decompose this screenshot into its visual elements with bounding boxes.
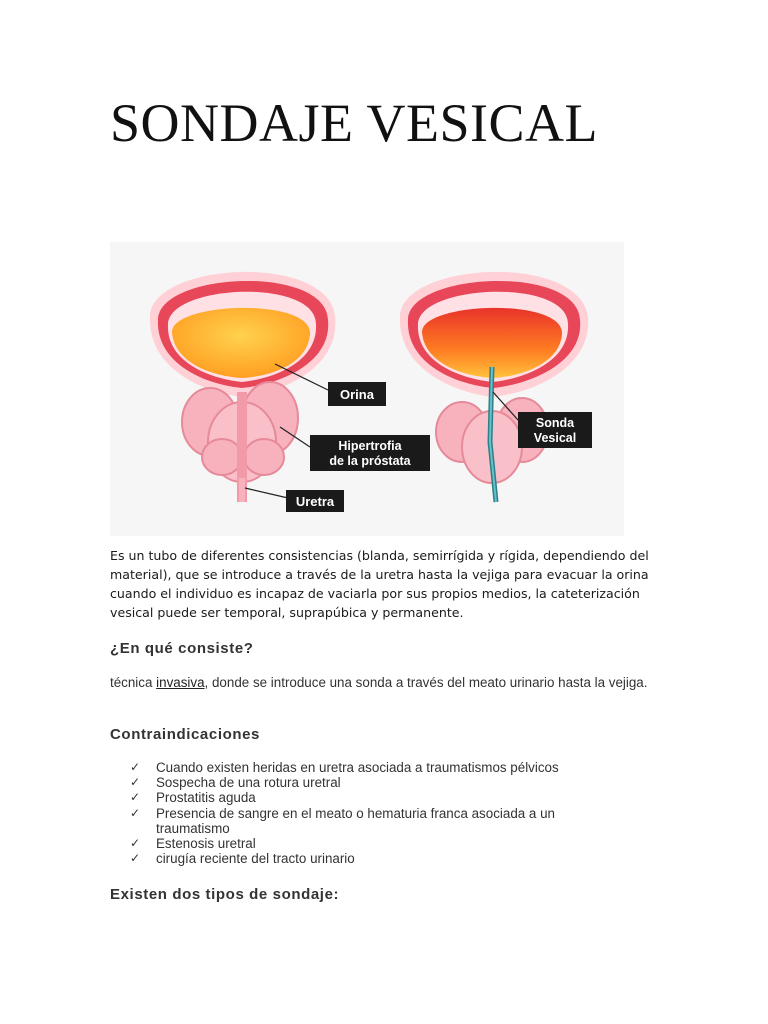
heading-tipos-sondaje: Existen dos tipos de sondaje:	[110, 886, 340, 903]
heading-en-que-consiste: ¿En qué consiste?	[110, 640, 254, 657]
list-item-text: Cuando existen heridas en uretra asociada a traumatismos pélvicos	[156, 760, 559, 775]
check-icon: ✓	[130, 805, 141, 820]
list-item	[130, 790, 610, 805]
label-hipertrofia-1: Hipertrofia	[338, 439, 402, 453]
intro-paragraph: Es un tubo de diferentes consistencias (blanda, semirrígida y rígida, dependiendo del material), que se introduce a través de la uretra hasta la vejiga para evacuar la orina cuando el individuo es incapaz de vaciarla por sus propios medios, la cateterización vesical puede ser temporal, suprapúbica y permanente.	[110, 548, 649, 620]
consiste-text-before: técnica	[110, 675, 157, 690]
list-item-text: cirugía reciente del tracto urinario	[156, 851, 355, 867]
list-item-text: Prostatitis aguda	[156, 790, 256, 806]
contraindications-list	[130, 760, 610, 866]
left-bladder	[150, 272, 335, 502]
label-sonda-1: Sonda	[535, 416, 575, 430]
list-item	[130, 836, 610, 851]
list-item-text: Presencia de sangre en el meato o hematuria franca asociada a un traumatismo	[156, 805, 555, 836]
label-sonda-2: Vesical	[533, 431, 577, 445]
list-item	[130, 806, 610, 836]
bladder-illustration	[110, 242, 624, 536]
label-uretra: Uretra	[295, 494, 335, 509]
heading-contraindicaciones: Contraindicaciones	[110, 726, 260, 743]
consiste-paragraph	[110, 675, 650, 691]
check-icon: ✓	[130, 760, 141, 774]
list-item	[130, 775, 610, 790]
list-item	[130, 760, 610, 775]
label-orina: Orina	[340, 387, 374, 402]
list-item-text: Estenosis uretral	[156, 836, 256, 852]
check-icon: ✓	[130, 775, 141, 790]
consiste-text-after: , donde se introduce una sonda a través del meato urinario hasta la vejiga.	[204, 675, 648, 690]
check-icon: ✓	[130, 851, 141, 866]
check-icon: ✓	[130, 836, 141, 851]
list-item-text: Sospecha de una rotura uretral	[156, 775, 341, 791]
invasiva-link[interactable]: invasiva	[156, 675, 205, 690]
page-title: SONDAJE VESICAL	[110, 93, 599, 153]
list-item	[130, 851, 610, 866]
check-icon: ✓	[130, 790, 141, 805]
label-hipertrofia-2: de la próstata	[329, 454, 411, 468]
